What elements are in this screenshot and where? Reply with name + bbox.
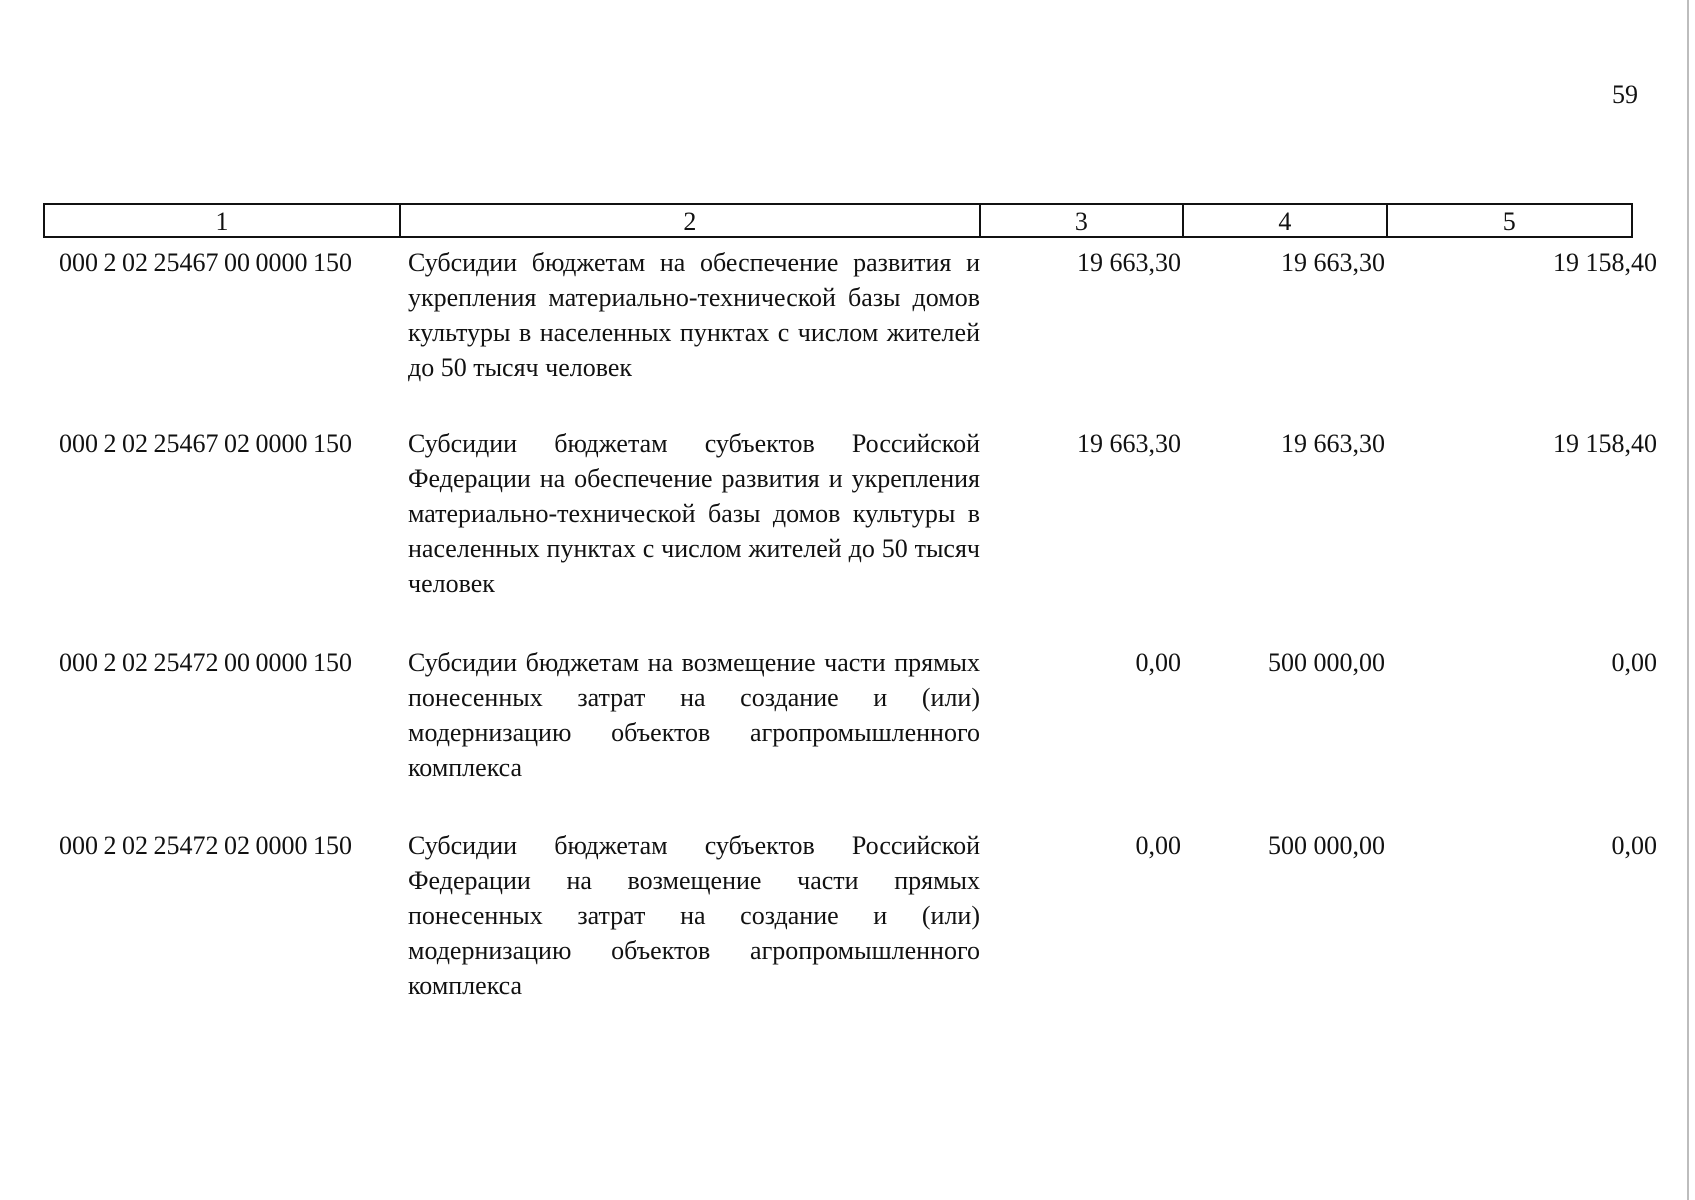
header-cell-3: 3 [981,205,1184,236]
income-name: Субсидии бюджетам субъектов Российской Федерации на возмещение части прямых понесенных затрат на создание и (или) модернизацию объектов агропромышленного комплекса [408,831,980,1000]
budget-code: 000 2 02 25472 02 0000 150 [59,831,352,860]
amount-col5: 19 158,40 [1553,248,1657,277]
amount-col3: 19 663,30 [1077,248,1181,277]
header-cell-2: 2 [401,205,981,236]
budget-code: 000 2 02 25467 02 0000 150 [59,429,352,458]
budget-code: 000 2 02 25467 00 0000 150 [59,248,352,277]
income-name: Субсидии бюджетам на обеспечение развития и укрепления материально-технической базы домов культуры в населенных пунктах с числом жителей до 50 тысяч человек [408,248,980,382]
income-name: Субсидии бюджетам на возмещение части прямых понесенных затрат на создание и (или) модернизацию объектов агропромышленного комплекса [408,648,980,782]
header-cell-4: 4 [1184,205,1387,236]
budget-table [43,203,1657,1000]
amount-col5: 19 158,40 [1553,429,1657,458]
amount-col3: 0,00 [1135,831,1181,860]
amount-col5: 0,00 [1611,831,1657,860]
header-cell-1: 1 [45,205,401,236]
amount-col4: 19 663,30 [1281,429,1385,458]
table-header-row [43,203,1633,238]
amount-col4: 500 000,00 [1268,831,1385,860]
amount-col4: 19 663,30 [1281,248,1385,277]
page-number: 59 [1612,80,1638,109]
amount-col4: 500 000,00 [1268,648,1385,677]
income-name: Субсидии бюджетам субъектов Российской Федерации на обеспечение развития и укрепления материально-технической базы домов культуры в населенных пунктах с числом жителей до 50 тысяч человек [408,429,980,598]
header-cell-5: 5 [1502,207,1516,236]
amount-col5: 0,00 [1611,648,1657,677]
page-edge [1687,0,1689,1200]
amount-col3: 19 663,30 [1077,429,1181,458]
budget-code: 000 2 02 25472 00 0000 150 [59,648,352,677]
amount-col3: 0,00 [1135,648,1181,677]
